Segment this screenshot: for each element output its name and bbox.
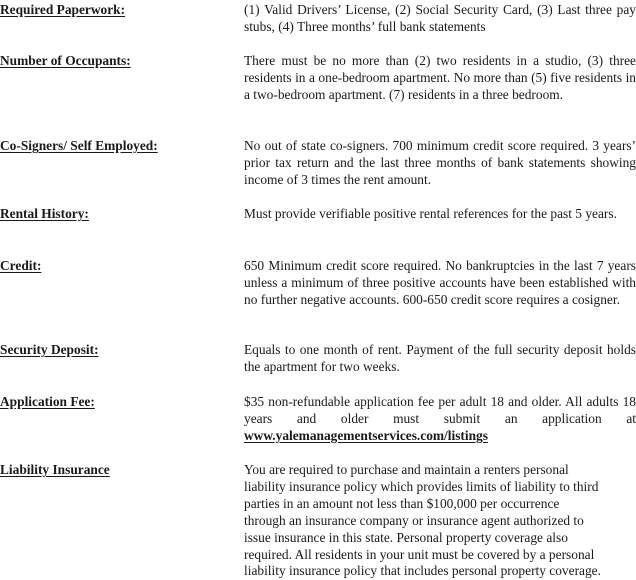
section-label: Security Deposit: (0, 342, 99, 357)
text-line: required. All residents in your unit must be covered by a personal (244, 546, 595, 562)
listings-link[interactable]: www.yalemanagementservices.com/listings (244, 427, 488, 443)
text-line: parties in an amount not less than $100,000 per occurrence (244, 495, 560, 511)
text-line: liability insurance policy which provides limits of liability to third (244, 478, 599, 494)
section-text: No out of state co-signers. 700 minimum credit score required. 3 years’ prior tax return and the last three months of bank statements showing income of 3 times the rent amount. (244, 138, 636, 187)
section-text: 650 Minimum credit score required. No bankruptcies in the last 7 years unless a minimum of three positive accounts have been established with no further negative accounts. 600-650 credit score requires a cosigner. (244, 258, 636, 307)
section-label: Application Fee: (0, 394, 95, 409)
section-label: Rental History: (0, 206, 89, 221)
section-text: Must provide verifiable positive rental references for the past 5 years. (244, 206, 617, 221)
section-label: Liability Insurance (0, 462, 110, 477)
section-text (244, 394, 636, 445)
text-line: liability insurance policy that includes personal property coverage. (244, 563, 601, 579)
application-fee-text: $35 non-refundable application fee per adult 18 and older. All adults 18 years and older must submit an application at (244, 394, 636, 426)
section-text: Equals to one month of rent. Payment of the full security deposit holds the apartment for two weeks. (244, 342, 636, 374)
section-label: Co-Signers/ Self Employed: (0, 138, 158, 153)
section-text (244, 462, 636, 580)
section-text: (1) Valid Drivers’ License, (2) Social Security Card, (3) Last three pay stubs, (4) Three months’ full bank statements (244, 2, 636, 34)
section-label: Required Paperwork: (0, 2, 126, 17)
section-label: Number of Occupants: (0, 53, 131, 68)
text-line: issue insurance in this state. Personal property coverage also (244, 529, 568, 545)
section-label: Credit: (0, 258, 42, 273)
section-text: There must be no more than (2) two residents in a studio, (3) three residents in a one-bedroom apartment. No more than (5) five residents in a two-bedroom apartment. (7) residents in a three bedroom. (244, 53, 636, 102)
text-line: You are required to purchase and maintain a renters personal (244, 462, 569, 477)
text-line: through an insurance company or insurance agent authorized to (244, 512, 584, 528)
